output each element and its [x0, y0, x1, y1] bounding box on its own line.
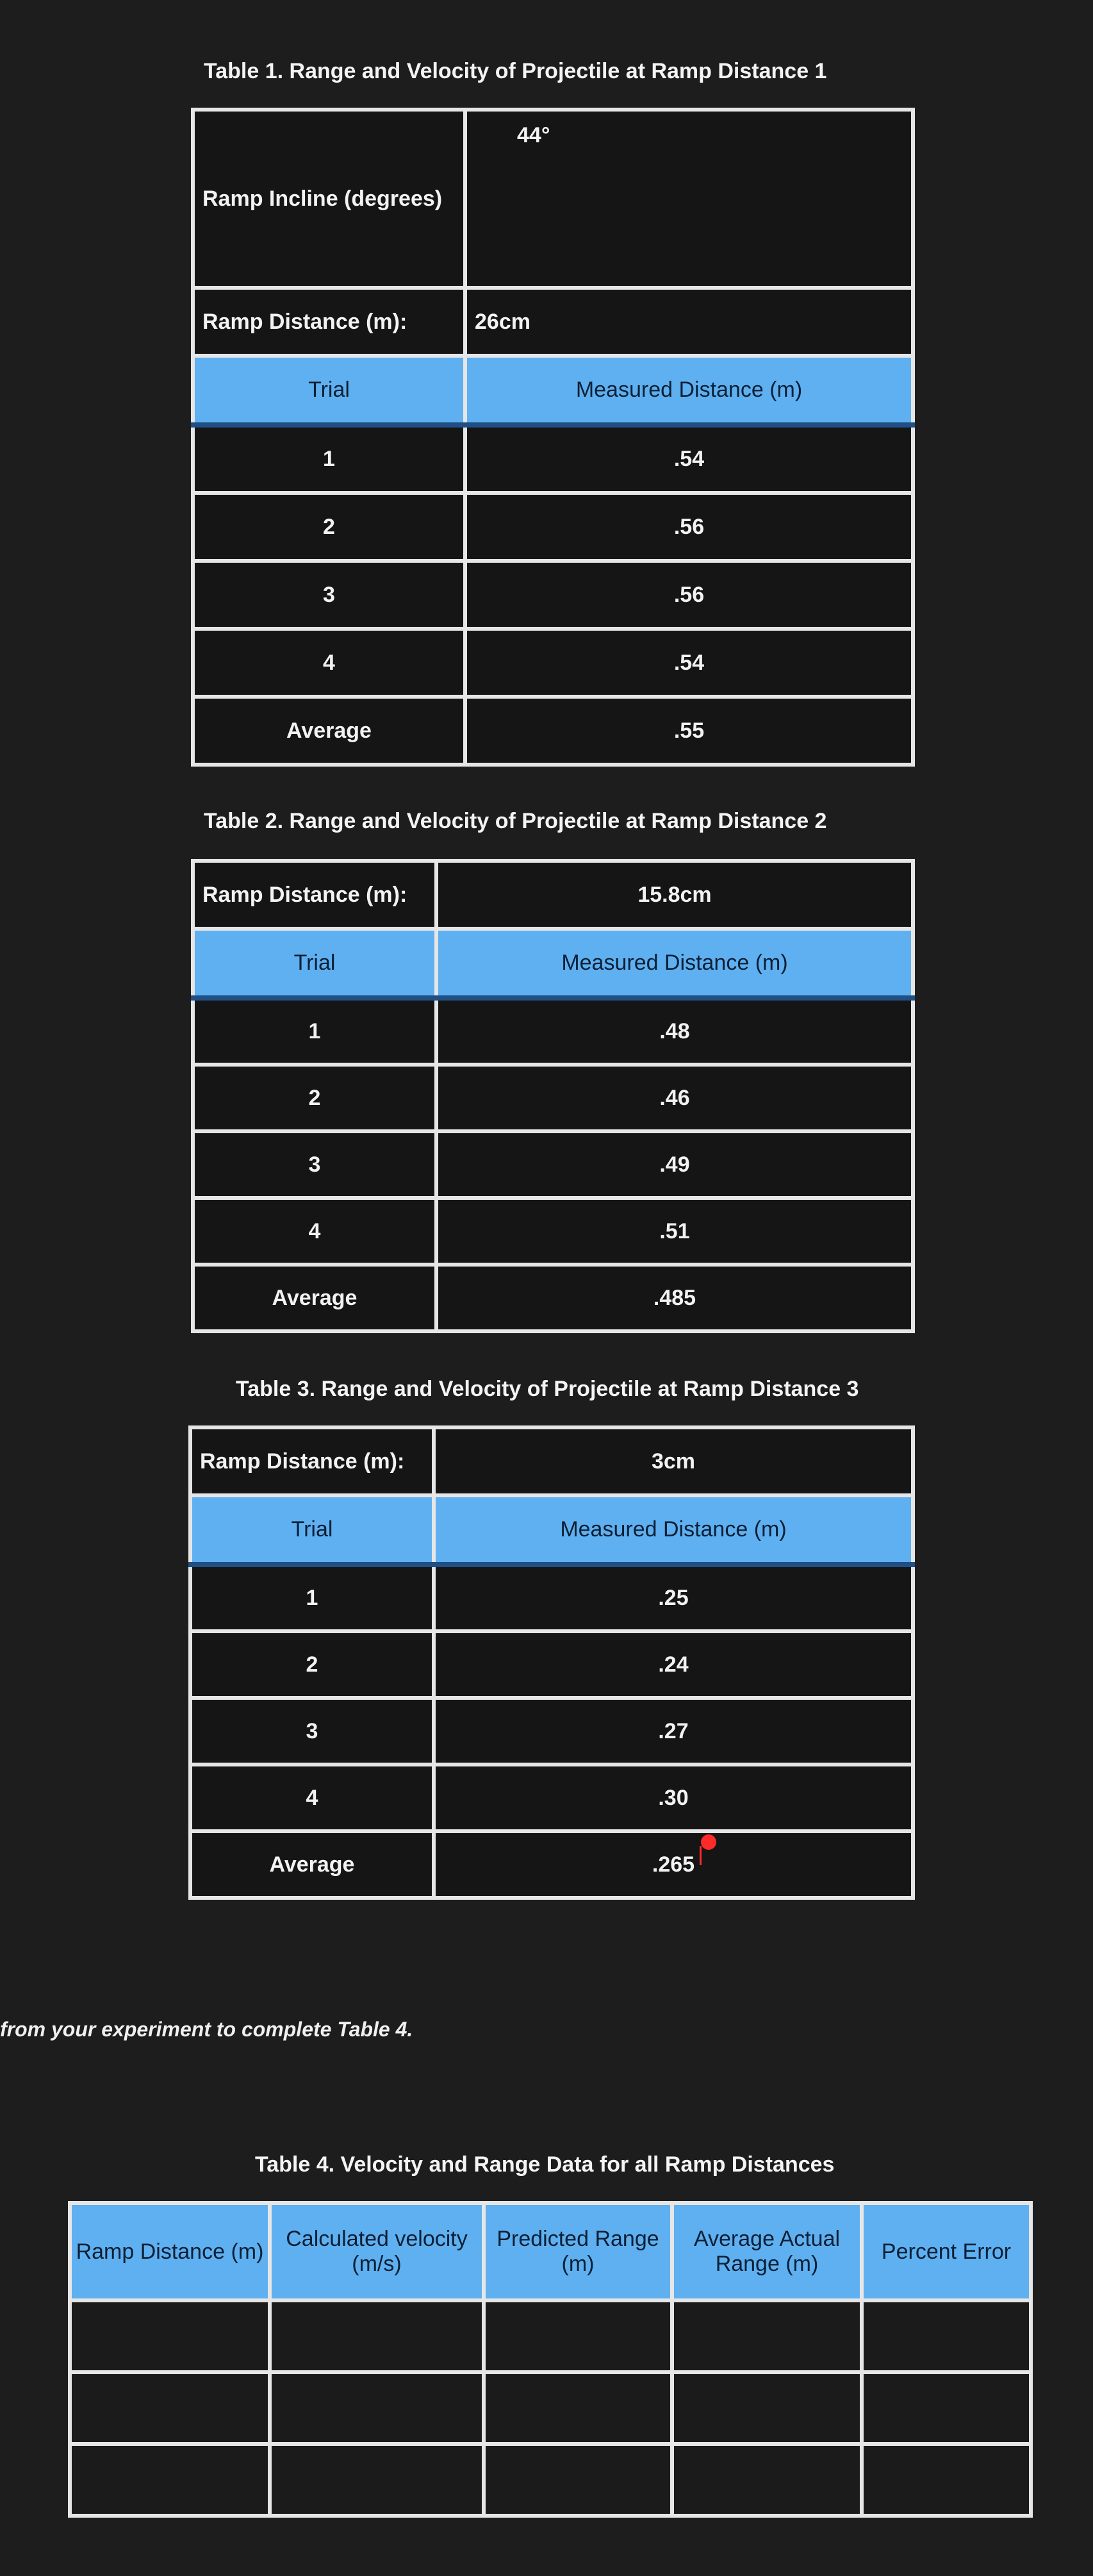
table2: [191, 859, 915, 1333]
average-label: Average: [193, 697, 465, 765]
trial-number: 4: [193, 1198, 436, 1265]
predicted-range-cell[interactable]: [484, 2300, 672, 2372]
trial-header: Trial: [193, 356, 465, 425]
measured-value[interactable]: .25: [434, 1565, 913, 1631]
trial-number: 3: [190, 1698, 434, 1765]
ramp-distance-value[interactable]: 3cm: [434, 1427, 913, 1495]
header-calculated-velocity: Calculated velocity (m/s): [270, 2203, 484, 2300]
measured-distance-header: Measured Distance (m): [434, 1495, 913, 1565]
table1-caption: Table 1. Range and Velocity of Projectile at Ramp Distance 1: [204, 59, 827, 83]
ramp-distance-label: Ramp Distance (m):: [190, 1427, 434, 1495]
trial-header: Trial: [193, 929, 436, 998]
table-row: [70, 2444, 1031, 2516]
average-actual-range-cell[interactable]: [672, 2444, 862, 2516]
calculated-velocity-cell[interactable]: [270, 2444, 484, 2516]
average-label: Average: [190, 1831, 434, 1898]
predicted-range-cell[interactable]: [484, 2372, 672, 2444]
table2-caption: Table 2. Range and Velocity of Projectile at Ramp Distance 2: [204, 809, 827, 833]
average-value[interactable]: .265: [434, 1831, 913, 1898]
average-actual-range-cell[interactable]: [672, 2300, 862, 2372]
average-actual-range-cell[interactable]: [672, 2372, 862, 2444]
table-row: [70, 2372, 1031, 2444]
table-row: [70, 2300, 1031, 2372]
table4-caption: Table 4. Velocity and Range Data for all Ramp Distances: [255, 2152, 835, 2177]
average-value[interactable]: .55: [465, 697, 913, 765]
average-value[interactable]: .485: [436, 1265, 913, 1331]
trial-number: 4: [190, 1765, 434, 1831]
trial-header: Trial: [190, 1495, 434, 1565]
calculated-velocity-cell[interactable]: [270, 2300, 484, 2372]
ramp-distance-cell[interactable]: [70, 2300, 270, 2372]
trial-number: 1: [193, 425, 465, 493]
table1: [191, 108, 915, 767]
measured-value[interactable]: .24: [434, 1631, 913, 1698]
measured-value[interactable]: .54: [465, 425, 913, 493]
trial-number: 1: [190, 1565, 434, 1631]
measured-value[interactable]: .56: [465, 493, 913, 561]
measured-value[interactable]: .30: [434, 1765, 913, 1831]
trial-number: 3: [193, 561, 465, 629]
ramp-distance-label: Ramp Distance (m):: [193, 861, 436, 929]
trial-number: 2: [190, 1631, 434, 1698]
header-percent-error: Percent Error: [862, 2203, 1031, 2300]
instruction-text: from your experiment to complete Table 4.: [0, 2018, 413, 2041]
measured-value[interactable]: .46: [436, 1065, 913, 1131]
measured-value[interactable]: .54: [465, 629, 913, 697]
text-cursor-marker: [701, 1834, 716, 1850]
ramp-distance-label: Ramp Distance (m):: [193, 288, 465, 356]
header-average-actual-range: Average Actual Range (m): [672, 2203, 862, 2300]
percent-error-cell[interactable]: [862, 2444, 1031, 2516]
measured-value[interactable]: .27: [434, 1698, 913, 1765]
trial-number: 3: [193, 1131, 436, 1198]
measured-value[interactable]: .48: [436, 998, 913, 1065]
measured-distance-header: Measured Distance (m): [436, 929, 913, 998]
trial-number: 1: [193, 998, 436, 1065]
incline-label: Ramp Incline (degrees): [193, 110, 465, 288]
table4: [68, 2201, 1033, 2518]
ramp-distance-cell[interactable]: [70, 2444, 270, 2516]
ramp-distance-value[interactable]: 26cm: [465, 288, 913, 356]
text-cursor: [700, 1846, 702, 1865]
trial-number: 4: [193, 629, 465, 697]
incline-value[interactable]: 44°: [465, 110, 913, 288]
ramp-distance-value[interactable]: 15.8cm: [436, 861, 913, 929]
calculated-velocity-cell[interactable]: [270, 2372, 484, 2444]
table3-caption: Table 3. Range and Velocity of Projectile at Ramp Distance 3: [236, 1377, 859, 1401]
table3: [188, 1425, 915, 1900]
header-predicted-range: Predicted Range (m): [484, 2203, 672, 2300]
measured-value[interactable]: .51: [436, 1198, 913, 1265]
percent-error-cell[interactable]: [862, 2300, 1031, 2372]
percent-error-cell[interactable]: [862, 2372, 1031, 2444]
ramp-distance-cell[interactable]: [70, 2372, 270, 2444]
measured-distance-header: Measured Distance (m): [465, 356, 913, 425]
predicted-range-cell[interactable]: [484, 2444, 672, 2516]
trial-number: 2: [193, 1065, 436, 1131]
average-label: Average: [193, 1265, 436, 1331]
trial-number: 2: [193, 493, 465, 561]
measured-value[interactable]: .49: [436, 1131, 913, 1198]
header-ramp-distance: Ramp Distance (m): [70, 2203, 270, 2300]
measured-value[interactable]: .56: [465, 561, 913, 629]
